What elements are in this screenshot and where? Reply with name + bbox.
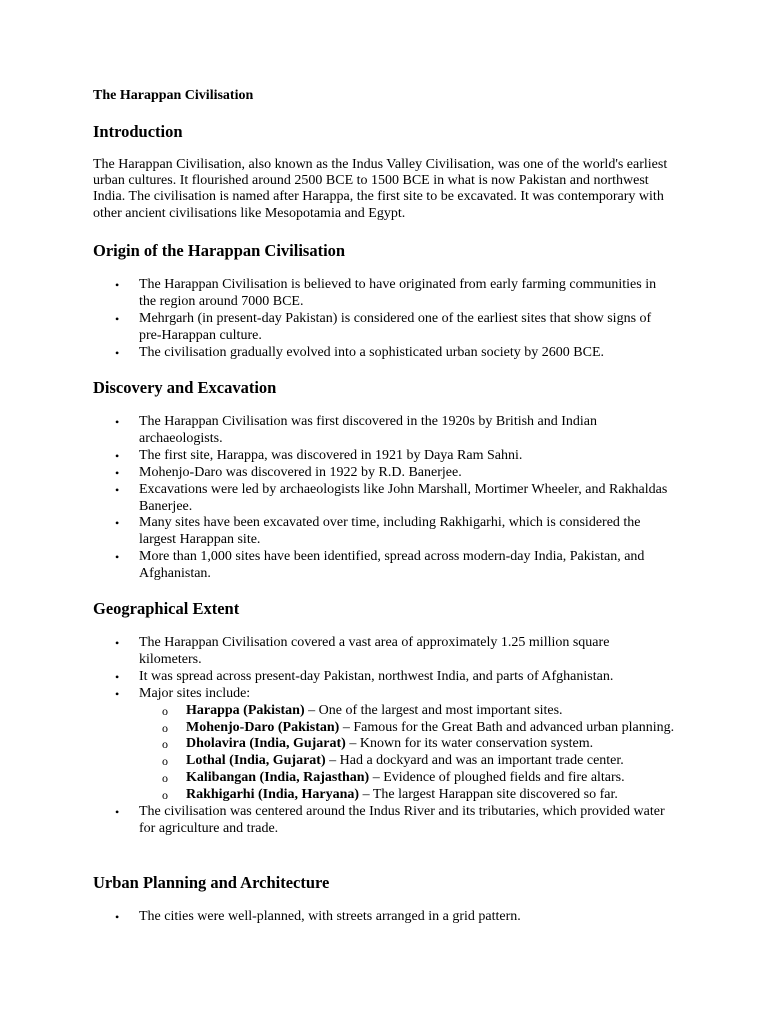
origin-list	[93, 277, 675, 362]
site-item: o Dholavira (India, Gujarat) – Known for its water conservation system.	[162, 736, 594, 752]
section-heading: Introduction	[93, 122, 183, 141]
site-item: o Rakhigarhi (India, Haryana) – The largest Harappan site discovered so far.	[162, 787, 618, 803]
site-item: o Lothal (India, Gujarat) – Had a dockyard and was an important trade center.	[162, 753, 624, 769]
bullet-icon: •	[115, 910, 120, 924]
section-introduction	[93, 122, 675, 222]
site-item: o Harappa (Pakistan) – One of the largest and most important sites.	[162, 702, 563, 718]
bullet-icon: •	[115, 669, 120, 684]
list-item: • The Harappan Civilisation is believed to have originated from early farming communities in the region around 7000 BCE.	[115, 277, 657, 309]
sub-bullet-icon: o	[162, 754, 168, 769]
sub-bullet-icon: o	[162, 703, 168, 718]
site-name: Kalibangan (India, Rajasthan)	[186, 770, 370, 786]
sub-bullet-icon: o	[162, 720, 168, 735]
site-item: o Kalibangan (India, Rajasthan) – Evidence of ploughed fields and fire altars.	[162, 770, 625, 786]
bullet-icon: •	[115, 311, 120, 326]
section-heading: Urban Planning and Architecture	[93, 873, 330, 892]
bullet-icon: •	[115, 636, 120, 650]
list-item: • The Harappan Civilisation was first discovered in the 1920s by British and Indian archaeologists.	[115, 414, 598, 446]
document-title: The Harappan Civilisation	[93, 88, 254, 103]
section-heading: Origin of the Harappan Civilisation	[93, 241, 346, 260]
site-name: Rakhigarhi (India, Haryana)	[186, 787, 360, 803]
sub-bullet-icon: o	[162, 788, 168, 803]
bullet-icon: •	[115, 278, 120, 292]
site-item: o Mohenjo-Daro (Pakistan) – Famous for the Great Bath and advanced urban planning.	[162, 719, 675, 735]
list-item: • The first site, Harappa, was discovered in 1921 by Daya Ram Sahni.	[115, 447, 523, 463]
bullet-icon: •	[115, 516, 120, 531]
section-geography	[93, 599, 675, 838]
list-item: • The civilisation gradually evolved into a sophisticated urban society by 2600 BCE.	[115, 344, 605, 360]
section-origin	[93, 241, 675, 362]
list-item: • Major sites include: o Harappa (Pakistan) – One of the largest and most important sites. o Mohenjo-Daro (Pakistan) – Famous for the Great Bath and advanced urban planning. o Dholavira (India, Gujarat) – Known for its water conservation system. o Lothal (India, Gujarat) – Had a dockyard and was an important trade center. o Kalibangan (India, Rajasthan) – Evidence of ploughed fields and fire altars. o Rakhigarhi (India, Haryana) – The largest Harappan site discovered so far.	[115, 685, 675, 803]
site-name: Mohenjo-Daro (Pakistan)	[186, 719, 340, 735]
section-heading: Geographical Extent	[93, 599, 240, 618]
list-item: • It was spread across present-day Pakistan, northwest India, and parts of Afghanistan.	[115, 668, 614, 684]
list-item: • Mohenjo-Daro was discovered in 1922 by R.D. Banerjee.	[115, 464, 462, 480]
sub-bullet-icon: o	[162, 771, 168, 786]
bullet-icon: •	[115, 465, 120, 480]
bullet-icon: •	[115, 345, 120, 360]
list-item: • Mehrgarh (in present-day Pakistan) is considered one of the earliest sites that show signs of pre-Harappan culture.	[115, 310, 652, 343]
list-item: • Excavations were led by archaeologists like John Marshall, Mortimer Wheeler, and Rakhaldas Banerjee.	[115, 481, 668, 514]
geography-list	[93, 635, 675, 838]
section-urban-planning	[93, 873, 675, 926]
site-name: Dholavira (India, Gujarat)	[186, 736, 346, 752]
list-item: • The Harappan Civilisation covered a vast area of approximately 1.25 million square kilometers.	[115, 635, 610, 667]
bullet-icon: •	[115, 805, 120, 820]
urban-list	[93, 909, 675, 926]
site-name: Harappa (Pakistan)	[186, 702, 305, 718]
list-item: • The cities were well-planned, with streets arranged in a grid pattern.	[115, 909, 521, 924]
bullet-icon: •	[115, 550, 120, 565]
discovery-list	[93, 414, 675, 583]
bullet-icon: •	[115, 448, 120, 463]
bullet-icon: •	[115, 686, 120, 701]
major-sites-list	[139, 703, 675, 804]
list-item: • The civilisation was centered around the Indus River and its tributaries, which provided water for agriculture and trade.	[115, 804, 665, 836]
list-item: • More than 1,000 sites have been identified, spread across modern-day India, Pakistan, and Afghanistan.	[115, 549, 645, 582]
section-heading: Discovery and Excavation	[93, 378, 277, 397]
list-item: • Many sites have been excavated over time, including Rakhigarhi, which is considered the largest Harappan site.	[115, 515, 641, 548]
intro-paragraph: The Harappan Civilisation, also known as the Indus Valley Civilisation, was one of the world's earliest urban cultures. It flourished around 2500 BCE to 1500 BCE in what is now Pakistan and northwest India. The civilisation is named after Harappa, the first site to be excavated. It was contemporary with other ancient civilisations like Mesopotamia and Egypt.	[93, 157, 668, 221]
bullet-icon: •	[115, 482, 120, 497]
section-discovery	[93, 378, 675, 583]
bullet-icon: •	[115, 415, 120, 429]
site-name: Lothal (India, Gujarat)	[186, 753, 326, 769]
sub-bullet-icon: o	[162, 737, 168, 752]
